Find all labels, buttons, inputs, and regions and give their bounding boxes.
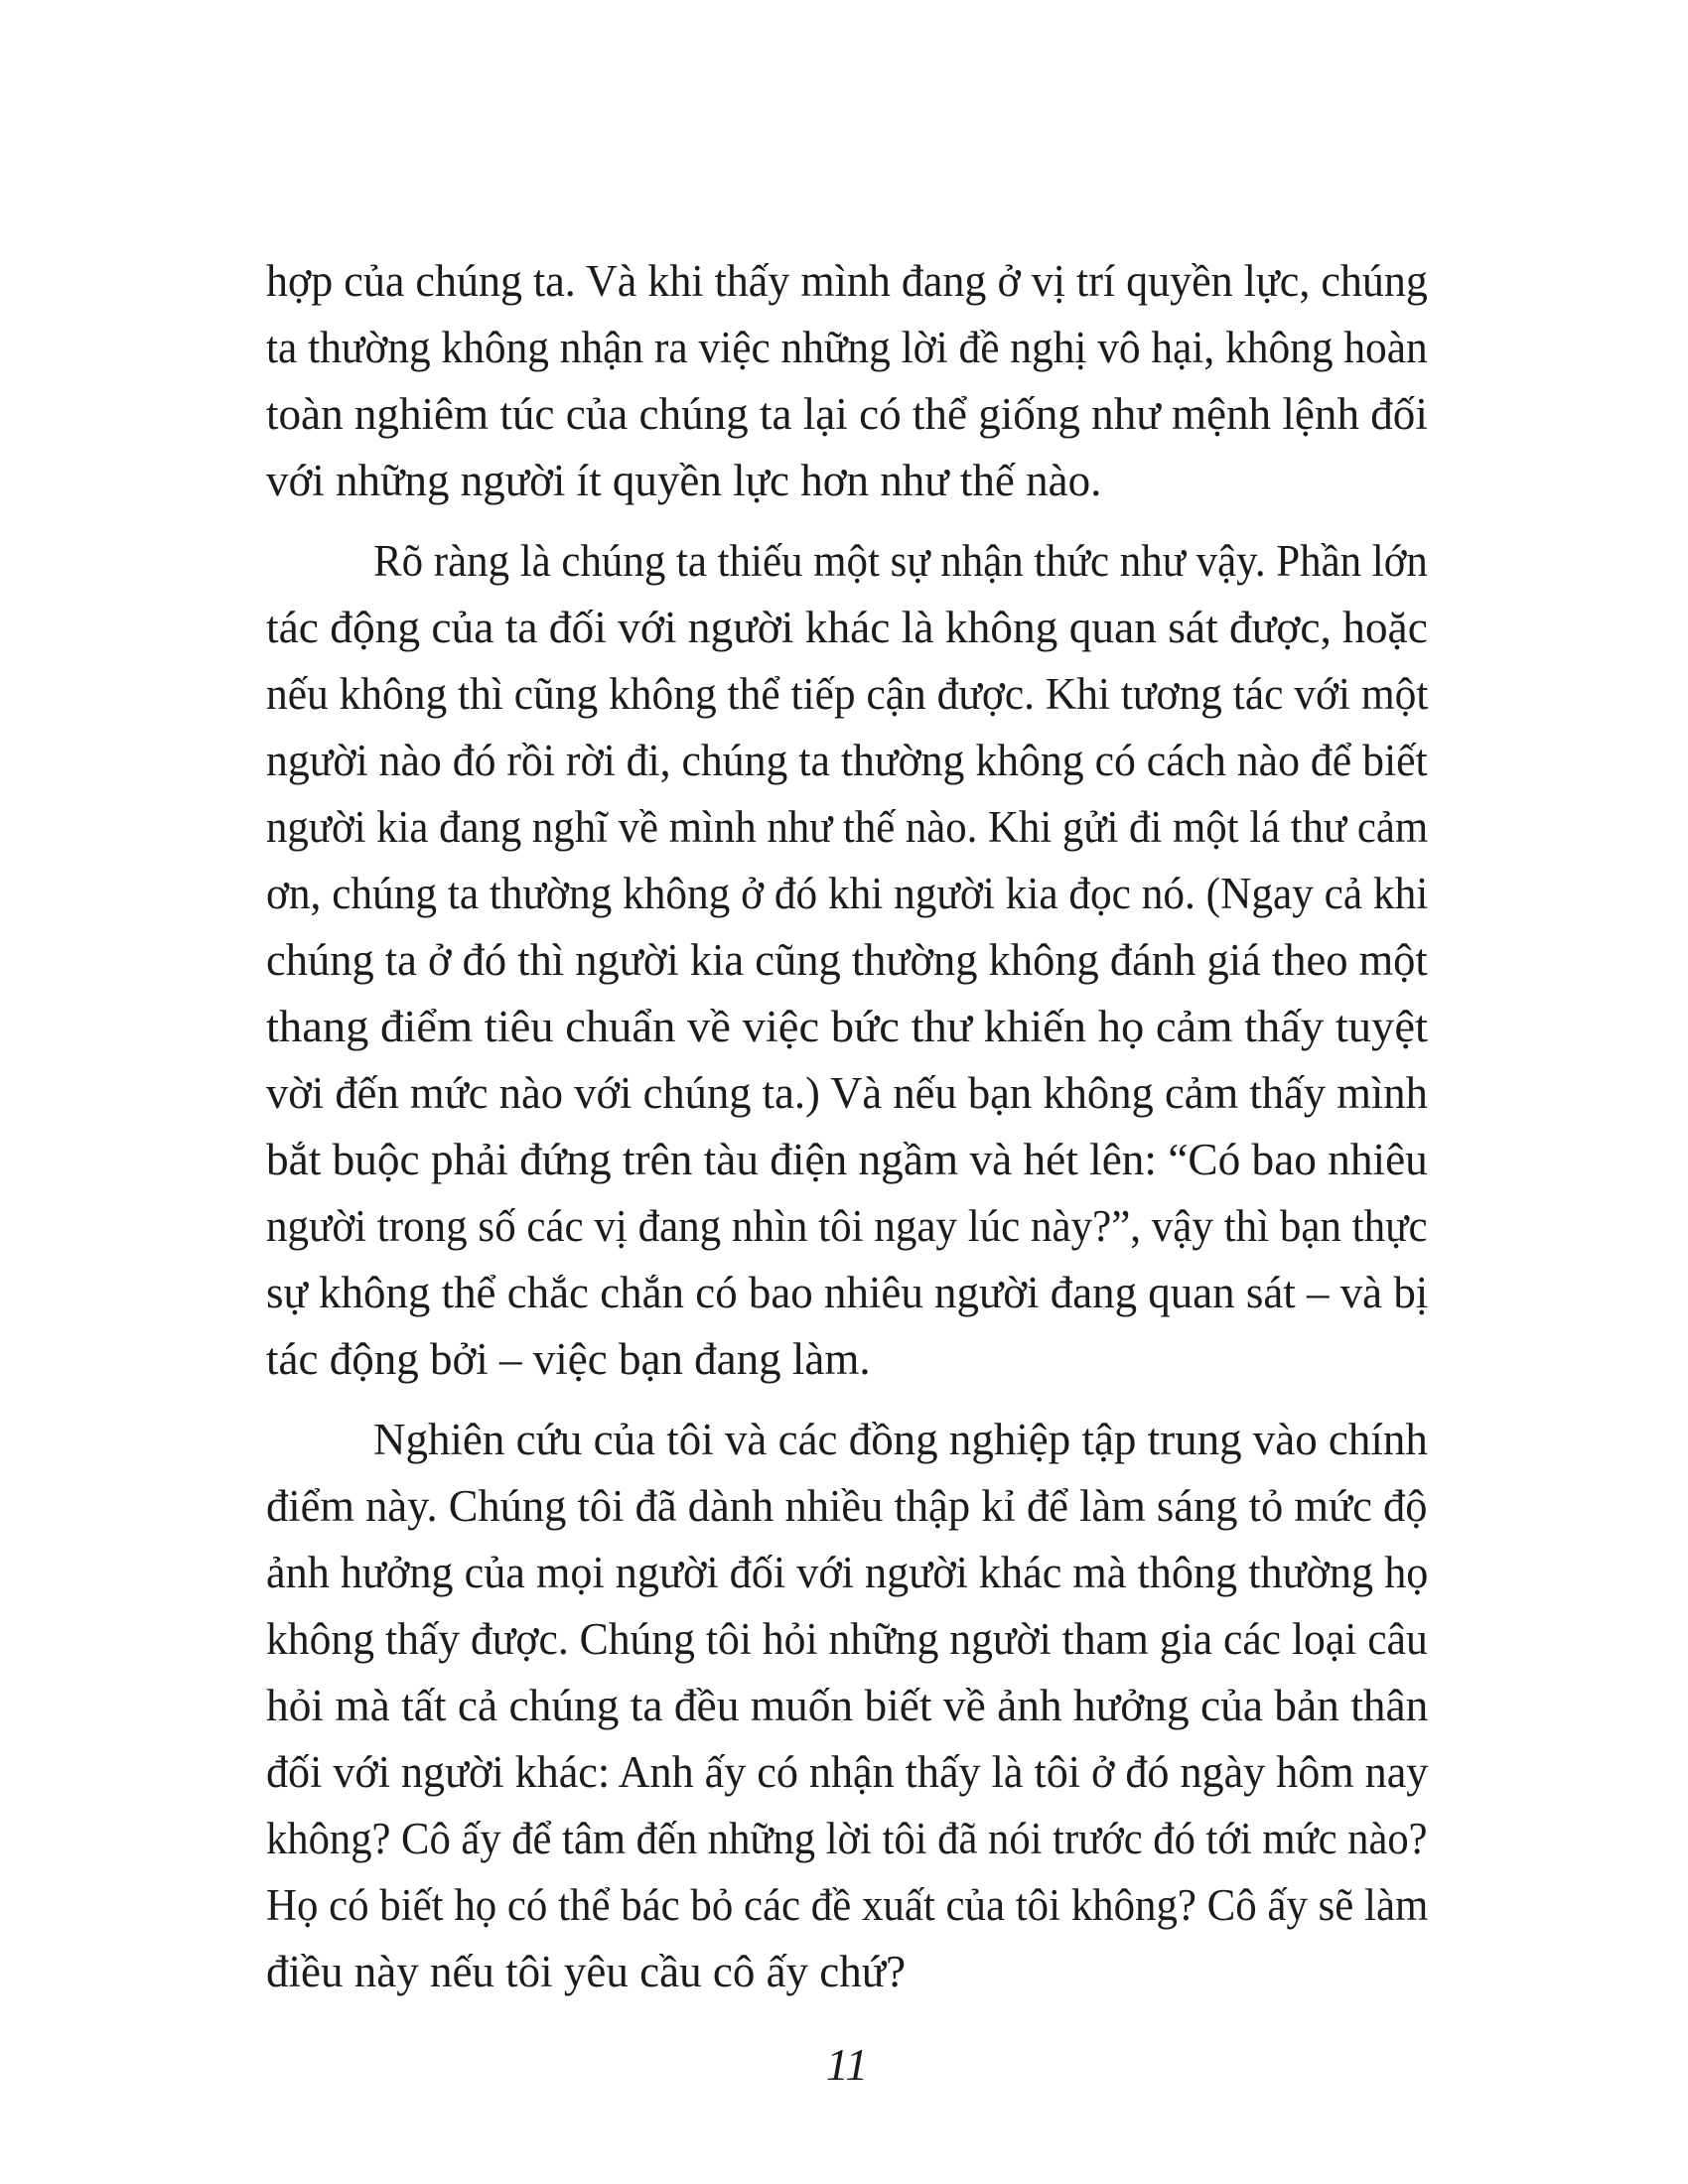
text-line bbox=[266, 381, 1428, 448]
text-line-content: tác động bởi – việc bạn đang làm. bbox=[266, 1334, 871, 1384]
text-line-content: hỏi mà tất cả chúng ta đều muốn biết về ảnh hưởng của bản thân bbox=[266, 1681, 1429, 1730]
text-line-content: điều này nếu tôi yêu cầu cô ấy chứ? bbox=[266, 1947, 907, 1996]
text-line bbox=[266, 1260, 1428, 1326]
text-line-content: Rõ ràng là chúng ta thiếu một sự nhận thức như vậy. Phần lớn bbox=[373, 536, 1428, 586]
paragraph bbox=[266, 248, 1428, 514]
text-line-content: Họ có biết họ có thể bác bỏ các đề xuất của tôi không? Cô ấy sẽ làm bbox=[266, 1880, 1429, 1930]
text-line bbox=[266, 1060, 1428, 1127]
text-line bbox=[266, 1127, 1428, 1193]
text-line bbox=[266, 861, 1428, 927]
text-line bbox=[266, 1606, 1428, 1673]
text-line-content: tác động của ta đối với người khác là không quan sát được, hoặc bbox=[266, 603, 1428, 652]
text-line bbox=[266, 728, 1428, 794]
text-line-content: sự không thể chắc chắn có bao nhiêu người đang quan sát – và bị bbox=[266, 1268, 1429, 1317]
text-line-content: thang điểm tiêu chuẩn về việc bức thư khiến họ cảm thấy tuyệt bbox=[266, 1002, 1428, 1051]
text-line bbox=[266, 994, 1428, 1060]
text-line-content: điểm này. Chúng tôi đã dành nhiều thập kỉ để làm sáng tỏ mức độ bbox=[266, 1481, 1428, 1531]
text-line-content: ảnh hưởng của mọi người đối với người khác mà thông thường họ bbox=[266, 1548, 1429, 1597]
text-line bbox=[266, 1739, 1428, 1806]
text-line-content: người trong số các vị đang nhìn tôi ngay lúc này?”, vậy thì bạn thực bbox=[266, 1201, 1428, 1251]
text-line bbox=[266, 1673, 1428, 1739]
text-line-content: ơn, chúng ta thường không ở đó khi người kia đọc nó. (Ngay cả khi bbox=[266, 869, 1429, 918]
text-line-content: hợp của chúng ta. Và khi thấy mình đang ở vị trí quyền lực, chúng bbox=[266, 256, 1428, 306]
text-line-content: chúng ta ở đó thì người kia cũng thường không đánh giá theo một bbox=[266, 935, 1428, 985]
text-line bbox=[266, 1939, 1428, 2005]
text-line bbox=[266, 1326, 1428, 1393]
text-line bbox=[266, 1540, 1428, 1606]
text-line bbox=[266, 1473, 1428, 1540]
text-line-content: đối với người khác: Anh ấy có nhận thấy là tôi ở đó ngày hôm nay bbox=[266, 1747, 1429, 1797]
text-line-content: với những người ít quyền lực hơn như thế nào. bbox=[266, 456, 1102, 505]
text-line-content: bắt buộc phải đứng trên tàu điện ngầm và hét lên: “Có bao nhiêu bbox=[266, 1135, 1428, 1184]
text-line bbox=[266, 248, 1428, 315]
text-line-content: không? Cô ấy để tâm đến những lời tôi đã nói trước đó tới mức nào? bbox=[266, 1814, 1428, 1863]
text-line-content: vời đến mức nào với chúng ta.) Và nếu bạn không cảm thấy mình bbox=[266, 1068, 1428, 1118]
text-line bbox=[266, 448, 1428, 514]
text-line-content: Nghiên cứu của tôi và các đồng nghiệp tập trung vào chính bbox=[373, 1415, 1428, 1464]
text-line-content: ta thường không nhận ra việc những lời đề nghị vô hại, không hoàn bbox=[266, 323, 1428, 372]
text-line-content: không thấy được. Chúng tôi hỏi những người tham gia các loại câu bbox=[266, 1614, 1428, 1664]
text-line bbox=[266, 315, 1428, 381]
text-line bbox=[266, 1872, 1428, 1939]
text-line bbox=[266, 661, 1428, 728]
text-line bbox=[266, 1407, 1428, 1473]
text-line bbox=[266, 927, 1428, 994]
text-line bbox=[266, 794, 1428, 861]
text-line-content: toàn nghiêm túc của chúng ta lại có thể giống như mệnh lệnh đối bbox=[266, 389, 1428, 439]
text-line bbox=[266, 595, 1428, 661]
text-line bbox=[266, 1193, 1428, 1260]
text-line-content: người kia đang nghĩ về mình như thế nào. Khi gửi đi một lá thư cảm bbox=[266, 802, 1429, 852]
text-line bbox=[266, 1806, 1428, 1872]
text-line bbox=[266, 528, 1428, 595]
paragraph bbox=[266, 528, 1428, 1393]
page-number: 11 bbox=[825, 2039, 869, 2090]
text-line-content: nếu không thì cũng không thể tiếp cận được. Khi tương tác với một bbox=[266, 669, 1429, 719]
text-block bbox=[266, 248, 1428, 2005]
text-line-content: người nào đó rồi rời đi, chúng ta thường không có cách nào để biết bbox=[266, 736, 1428, 785]
paragraph bbox=[266, 1407, 1428, 2005]
